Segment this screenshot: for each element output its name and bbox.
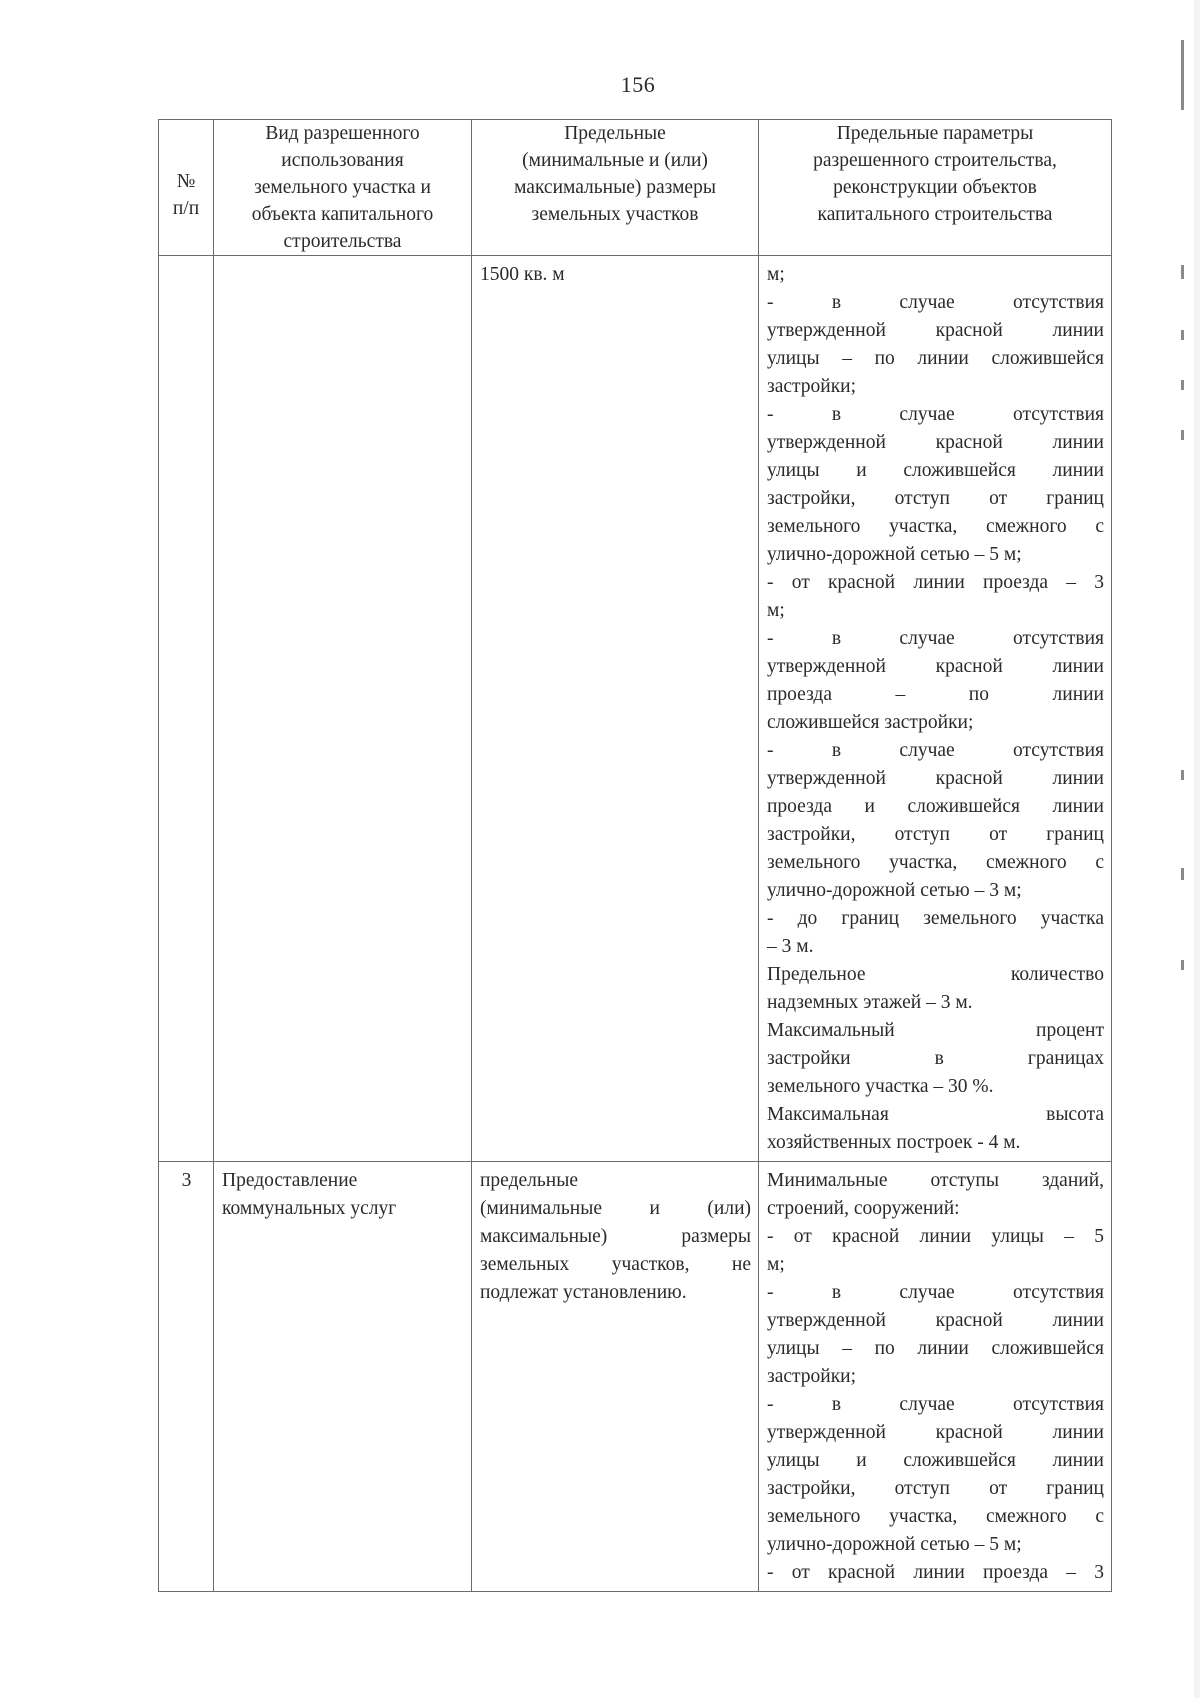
text-line: утвержденной красной линии [767,1422,1104,1443]
scan-margin-mark [1181,960,1184,970]
scan-margin-mark [1181,770,1184,780]
scan-margin-mark [1181,40,1184,110]
text-line: утвержденной красной линии [767,1310,1104,1331]
text-line: - в случае отсутствия [767,1282,1104,1303]
text-line: Предоставление [222,1170,358,1191]
text-line: улицы – по линии сложившейся [767,348,1104,369]
text-line: утвержденной красной линии [767,768,1104,789]
text-line: утвержденной красной линии [767,432,1104,453]
text-line: подлежат установлению. [480,1282,687,1303]
text-line: Максимальный процент [767,1020,1104,1041]
page-number: 156 [620,72,656,97]
text-line: Максимальная высота [767,1104,1104,1125]
text-line: улицы – по линии сложившейся [767,1338,1104,1359]
text-line: проезда и сложившейся линии [767,796,1104,817]
text-line: улицы и сложившейся линии [767,460,1104,481]
text-line: утвержденной красной линии [767,320,1104,341]
text-line: - от красной линии улицы – 5 [767,1226,1104,1247]
header-plot-sizes: Предельные (минимальные и (или) максимальные) размеры земельных участков [472,120,759,256]
row-permitted-use [214,256,472,1162]
text-line: улично-дорожной сетью – 5 м; [767,1534,1022,1555]
header-number: № п/п [159,120,214,256]
text-line: застройки в границах [767,1048,1104,1069]
text-line: застройки, отступ от границ [767,488,1104,509]
text-line: - от красной линии проезда – 3 [767,572,1104,593]
text-line: застройки, отступ от границ [767,824,1104,845]
text-line: - в случае отсутствия [767,628,1104,649]
text-line: земельного участка, смежного с [767,852,1104,873]
scan-margin-mark [1181,265,1184,279]
text-line: м; [767,264,785,285]
table-header-row [159,120,1112,256]
text-line: надземных этажей – 3 м. [767,992,973,1013]
header-permitted-use: Вид разрешенного использования земельного участка и объекта капитального строительства [214,120,472,256]
text-line: земельных участков, не [480,1254,751,1275]
text-line: земельного участка, смежного с [767,1506,1104,1527]
text-line: - в случае отсутствия [767,740,1104,761]
text-line: утвержденной красной линии [767,656,1104,677]
table-row [159,1162,1112,1592]
text-line: Предельное количество [767,964,1104,985]
text-line: улицы и сложившейся линии [767,1450,1104,1471]
text-line: - в случае отсутствия [767,1394,1104,1415]
text-line: - в случае отсутствия [767,292,1104,313]
text-line: 1500 кв. м [480,264,565,285]
text-line: застройки; [767,1366,857,1387]
row-number [159,256,214,1162]
scan-margin-mark [1181,380,1184,390]
scan-margin-mark [1181,430,1184,440]
parameters-table [158,119,1112,1592]
scan-edge [1194,0,1200,1698]
row-plot-size [472,256,759,1162]
text-line: сложившейся застройки; [767,712,974,733]
scan-margin-mark [1181,330,1184,340]
text-line: земельного участка, смежного с [767,516,1104,537]
header-construction-parameters: Предельные параметры разрешенного строительства, реконструкции объектов капитального строительства [759,120,1112,256]
text-line: - до границ земельного участка [767,908,1104,929]
text-line: Минимальные отступы зданий, [767,1170,1104,1191]
text-line: хозяйственных построек - 4 м. [767,1132,1021,1153]
row-permitted-use [214,1162,472,1592]
row-construction-parameters [759,256,1112,1162]
row-construction-parameters [759,1162,1112,1592]
text-line: предельные [480,1170,578,1191]
text-line: – 3 м. [767,936,814,957]
text-line: улично-дорожной сетью – 5 м; [767,544,1022,565]
row-plot-size [472,1162,759,1592]
text-line: коммунальных услуг [222,1198,397,1219]
text-line: - от красной линии проезда – 3 [767,1562,1104,1583]
text-line: строений, сооружений: [767,1198,960,1219]
row-number: 3 [159,1162,214,1592]
text-line: улично-дорожной сетью – 3 м; [767,880,1022,901]
table-row [159,256,1112,1162]
text-line: м; [767,600,785,621]
text-line: максимальные) размеры [480,1226,751,1247]
text-line: м; [767,1254,785,1275]
text-line: - в случае отсутствия [767,404,1104,425]
text-line: застройки; [767,376,857,397]
text-line: застройки, отступ от границ [767,1478,1104,1499]
text-line: земельного участка – 30 %. [767,1076,994,1097]
scan-margin-mark [1181,868,1184,880]
text-line: проезда – по линии [767,684,1104,705]
text-line: (минимальные и (или) [480,1198,751,1219]
